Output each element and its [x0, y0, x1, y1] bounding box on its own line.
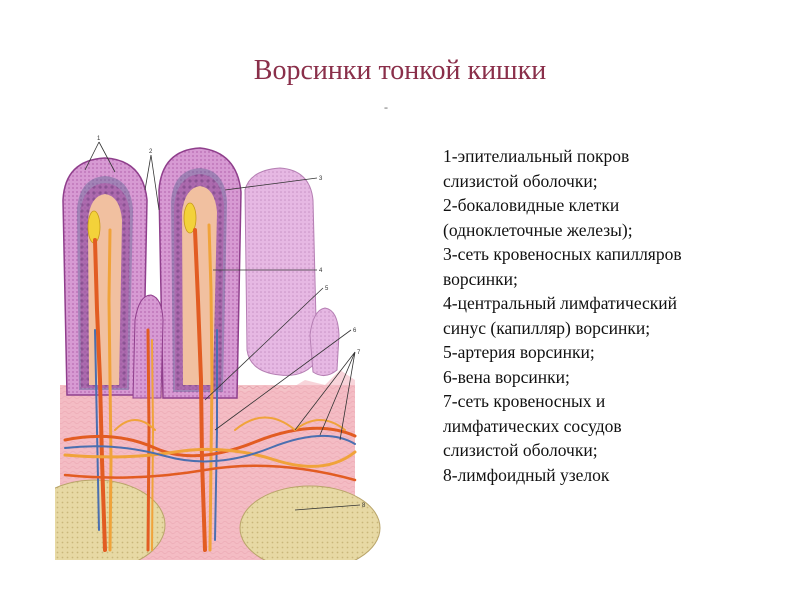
legend-line: 4-центральный лимфатический [443, 293, 678, 313]
villi-illustration [55, 130, 385, 560]
legend-line: 3-сеть кровеносных капилляров [443, 244, 682, 264]
legend-line: 8-лимфоидный узелок [443, 464, 610, 485]
legend-line: слизистой оболочки; [443, 440, 598, 460]
legend-line: ворсинки; [443, 268, 518, 289]
callout-8: 8 [362, 503, 366, 509]
callout-4: 4 [319, 268, 323, 274]
callout-1: 1 [97, 136, 101, 142]
legend-line: 1-эпителиальный покров [443, 146, 630, 166]
legend-line: 2-бокаловидные клетки [443, 195, 620, 215]
slide-title: Ворсинки тонкой кишки [253, 55, 547, 86]
legend-line: (одноклеточные железы); [443, 219, 633, 240]
legend-line: 6-вена ворсинки; [443, 366, 570, 387]
title-dash: - [384, 100, 388, 114]
legend-line: 5-артерия ворсинки; [443, 342, 595, 362]
callout-5: 5 [325, 286, 329, 292]
callout-7: 7 [357, 350, 361, 356]
callout-3: 3 [319, 176, 323, 182]
legend-line: синус (капилляр) ворсинки; [443, 317, 651, 338]
legend-line: 7-сеть кровеносных и [443, 391, 606, 411]
legend [443, 144, 783, 487]
villus-pale [245, 168, 339, 376]
callout-6: 6 [353, 328, 357, 334]
legend-line: слизистой оболочки; [443, 170, 598, 191]
legend-line: лимфатических сосудов [443, 415, 622, 436]
callout-2: 2 [149, 149, 153, 155]
